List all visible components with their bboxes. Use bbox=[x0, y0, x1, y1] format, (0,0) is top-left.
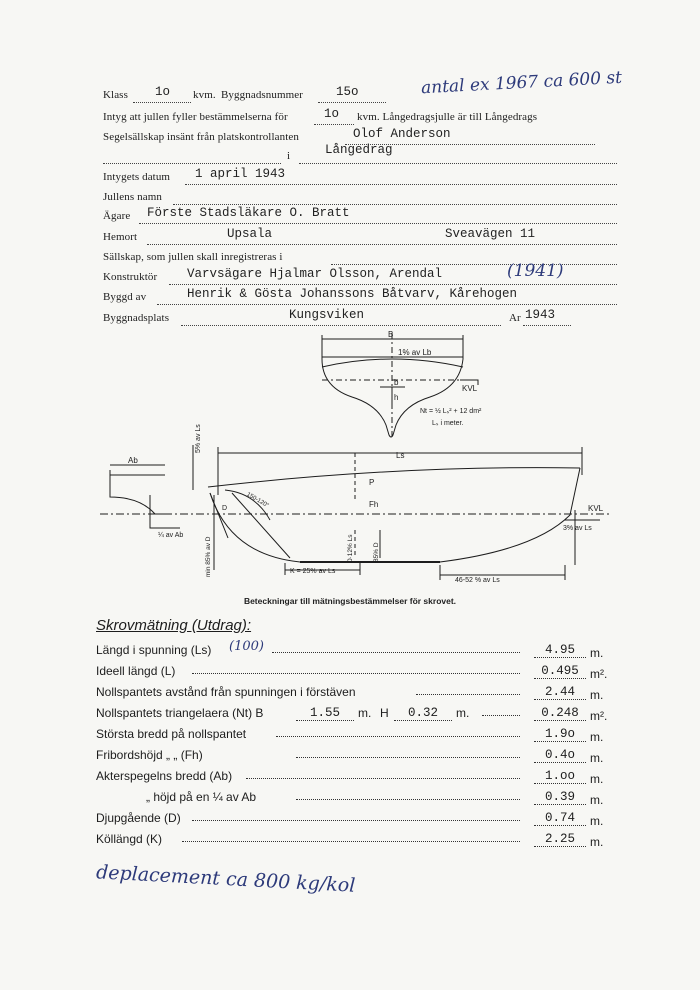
byggd-av-value: Henrik & Gösta Johanssons Båtvarv, Kårehogen bbox=[187, 287, 518, 301]
measurement-unit: m. bbox=[590, 772, 604, 786]
form-row-konstruktor bbox=[103, 261, 618, 283]
intygets-datum-label: Intygets datum bbox=[103, 171, 171, 183]
byggnadsnummer-field bbox=[318, 85, 386, 103]
measurement-label: Akterspegelns bredd (Ab) bbox=[96, 769, 233, 783]
label-ab: Ab bbox=[128, 456, 138, 465]
measurement-label: Största bredd på nollspantet bbox=[96, 727, 247, 741]
intyg-kvm-field bbox=[314, 107, 354, 125]
nt-h-unit: m. bbox=[456, 706, 470, 720]
adress-value: Sveavägen 11 bbox=[445, 227, 536, 241]
i-value: Långedrag bbox=[325, 143, 393, 157]
measurement-unit: m. bbox=[590, 814, 604, 828]
label-quarter-ab: ¼ av Ab bbox=[158, 532, 184, 539]
hemort-field bbox=[147, 227, 617, 245]
byggnadsplats-value: Kungsviken bbox=[289, 308, 365, 322]
diagram-caption: Beteckningar till mätningsbestämmelser för skrovet. bbox=[243, 596, 457, 606]
intyg-text-a: Intyg att jullen fyller bestämmelserna för bbox=[103, 111, 288, 123]
agare-label: Ägare bbox=[103, 210, 131, 222]
measurement-unit: m. bbox=[590, 688, 604, 702]
label-range: 46-52 % av Ls bbox=[455, 577, 500, 584]
ar-value: 1943 bbox=[525, 308, 556, 322]
measurements-title: Skrovmätning (Utdrag): bbox=[96, 617, 252, 634]
measurement-value: 0.248 bbox=[534, 706, 586, 721]
leader-dots bbox=[296, 799, 520, 800]
form-row-intyg bbox=[103, 107, 618, 123]
label-p: P bbox=[369, 478, 375, 487]
measurement-value: 0.74 bbox=[534, 811, 586, 826]
label-h: h bbox=[394, 393, 399, 402]
form-row-byggd bbox=[103, 287, 618, 303]
kvm-label: kvm. bbox=[193, 89, 216, 101]
form-row-datum bbox=[103, 167, 618, 183]
nt-b-unit: m. bbox=[358, 706, 372, 720]
label-k: K = 25% av Ls bbox=[290, 568, 336, 575]
byggnadsnummer-value: 15o bbox=[336, 85, 359, 99]
handwritten-bottom-note: deplacement ca 800 kg/kol bbox=[95, 861, 356, 897]
klass-value: 1o bbox=[155, 85, 171, 99]
label-kvl-side: KVL bbox=[588, 504, 604, 513]
nt-b-value: 1.55 bbox=[296, 706, 354, 721]
hull-diagram bbox=[0, 325, 700, 590]
label-pct-012: 0·12% Ls bbox=[347, 534, 354, 562]
measurement-value: 2.44 bbox=[534, 685, 586, 700]
measurement-label: Nollspantets avstånd från spunningen i förstäven bbox=[96, 685, 356, 699]
leader-dots bbox=[482, 715, 520, 716]
i-left-field bbox=[103, 150, 281, 164]
leader-dots bbox=[182, 841, 520, 842]
nt-h-value: 0.32 bbox=[394, 706, 452, 721]
byggnadsplats-field bbox=[181, 308, 501, 326]
form-row-hemort bbox=[103, 227, 618, 243]
handwritten-top-note: antal ex 1967 ca 600 st bbox=[420, 67, 623, 99]
datum-field bbox=[185, 167, 617, 185]
label-d: D bbox=[222, 505, 228, 512]
byggnadsplats-label: Byggnadsplats bbox=[103, 312, 170, 324]
label-three-pct: 3% av Ls bbox=[563, 525, 592, 532]
measurement-row bbox=[96, 639, 610, 661]
measurement-unit: m. bbox=[590, 835, 604, 849]
measurement-unit: m². bbox=[590, 709, 608, 723]
klass-label: Klass bbox=[103, 89, 128, 101]
leader-dots bbox=[192, 673, 520, 674]
konstruktor-field bbox=[169, 261, 617, 285]
measurement-row-nt bbox=[96, 706, 610, 724]
transom-quarter bbox=[150, 495, 180, 528]
leader-dots bbox=[416, 694, 520, 695]
label-b-small: b bbox=[394, 378, 399, 387]
form-row-klass bbox=[103, 67, 623, 101]
byggnadsnummer-label: Byggnadsnummer bbox=[221, 89, 304, 101]
measurement-value: 4.95 bbox=[534, 643, 586, 658]
measurement-label: Nollspantets triangelaera (Nt) B bbox=[96, 706, 264, 720]
hemort-value: Upsala bbox=[227, 227, 273, 241]
label-fh: Fh bbox=[369, 500, 379, 509]
stem bbox=[210, 493, 228, 538]
leader-dots bbox=[192, 820, 520, 821]
measurement-row bbox=[96, 685, 610, 703]
label-min-d: min 85% av D bbox=[205, 536, 212, 577]
measurement-unit: m. bbox=[590, 730, 604, 744]
measurement-value: 1.9o bbox=[534, 727, 586, 742]
kontrollant-value: Olof Anderson bbox=[353, 127, 451, 141]
hull-bottom bbox=[210, 468, 580, 562]
leader-dots bbox=[272, 652, 520, 653]
measurement-label: Köllängd (K) bbox=[96, 832, 163, 846]
measurement-unit: m. bbox=[590, 646, 604, 660]
i-field bbox=[299, 143, 617, 164]
label-formula-a: Nt = ½ Lₛ² + 12 dm² bbox=[420, 408, 482, 415]
label-ls: Ls bbox=[396, 451, 405, 460]
form-row-byggnadsplats bbox=[103, 308, 618, 324]
measurement-row bbox=[96, 769, 610, 787]
measurement-label: Fribordshöjd „ „ (Fh) bbox=[96, 748, 203, 762]
leader-dots bbox=[276, 736, 520, 737]
segel-text: Segelsällskap insänt från platskontrollanten bbox=[103, 131, 299, 143]
label-kvl-top: KVL bbox=[462, 384, 478, 393]
leader-dots bbox=[296, 757, 520, 758]
ar-label: Ar bbox=[509, 312, 521, 324]
label-b: B bbox=[388, 330, 394, 339]
handwritten-langd-note: (100) bbox=[229, 639, 264, 654]
measurement-unit: m. bbox=[590, 751, 604, 765]
form-row-namn bbox=[103, 191, 618, 203]
measurement-label: Längd i spunning (Ls) bbox=[96, 643, 212, 657]
measurement-value: 1.oo bbox=[534, 769, 586, 784]
sallskap-label: Sällskap, som jullen skall inregistreras i bbox=[103, 251, 283, 263]
measurement-value: 0.4o bbox=[534, 748, 586, 763]
transom bbox=[110, 470, 165, 514]
measurement-row bbox=[96, 832, 610, 850]
measurement-label: Djupgående (D) bbox=[96, 811, 181, 825]
handwritten-year: (1941) bbox=[507, 261, 564, 281]
konstruktor-label: Konstruktör bbox=[103, 271, 158, 283]
nt-h-label: H bbox=[380, 706, 389, 720]
label-five-pct: 5% av Ls bbox=[195, 424, 202, 453]
measurement-value: 2.25 bbox=[534, 832, 586, 847]
measurement-row bbox=[96, 790, 610, 808]
namn-field bbox=[173, 191, 617, 205]
measurement-value: 0.495 bbox=[534, 664, 586, 679]
measurement-row bbox=[96, 664, 610, 682]
agare-field bbox=[139, 206, 617, 224]
intyg-kvm-value: 1o bbox=[324, 107, 340, 121]
label-pct-85: 85% D bbox=[373, 542, 380, 562]
measurement-value: 0.39 bbox=[534, 790, 586, 805]
klass-field bbox=[133, 85, 191, 103]
byggd-av-field bbox=[157, 287, 617, 305]
measurement-label: „ höjd på en ¼ av Ab bbox=[146, 790, 257, 804]
label-one-pct: 1% av Lb bbox=[398, 348, 432, 357]
intyg-text-b: kvm. Långedragsjulle är till Långedrags bbox=[357, 111, 538, 123]
measurement-row bbox=[96, 811, 610, 829]
byggd-av-label: Byggd av bbox=[103, 291, 147, 303]
i-label: i bbox=[287, 150, 291, 162]
measurement-unit: m. bbox=[590, 793, 604, 807]
datum-value: 1 april 1943 bbox=[195, 167, 286, 181]
label-formula-b: Lₛ i meter. bbox=[432, 420, 464, 427]
konstruktor-value: Varvsägare Hjalmar Olsson, Arendal bbox=[187, 267, 443, 281]
form-row-segel bbox=[103, 127, 618, 143]
measurement-unit: m². bbox=[590, 667, 608, 681]
measurement-label: Ideell längd (L) bbox=[96, 664, 176, 678]
leader-dots bbox=[246, 778, 520, 779]
ar-field bbox=[523, 308, 571, 326]
measurement-row bbox=[96, 727, 610, 745]
label-angle: 150-120° bbox=[245, 491, 270, 510]
form-row-agare bbox=[103, 206, 618, 222]
agare-value: Förste Stadsläkare O. Bratt bbox=[147, 206, 350, 220]
sallskap-field bbox=[331, 251, 617, 265]
jullens-namn-label: Jullens namn bbox=[103, 191, 162, 203]
measurement-row bbox=[96, 748, 610, 766]
sheer-line bbox=[208, 468, 580, 487]
hemort-label: Hemort bbox=[103, 231, 138, 243]
